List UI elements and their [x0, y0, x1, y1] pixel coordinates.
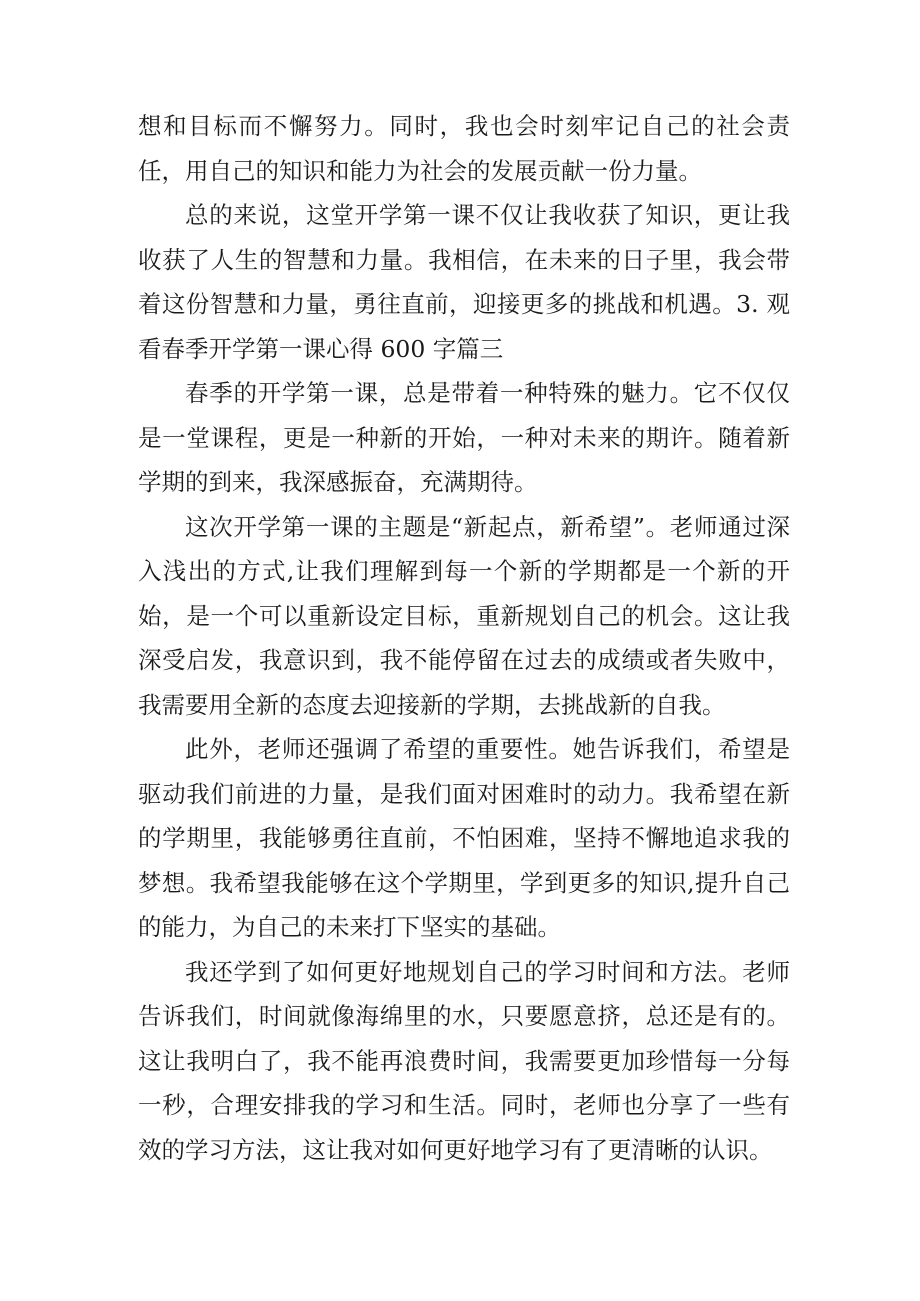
paragraph-3: 春季的开学第一课，总是带着一种特殊的魅力。它不仅仅是一堂课程，更是一种新的开始，一种对未来的期许。随着新学期的到来，我深感振奋，充满期待。 — [138, 379, 790, 496]
paragraph-1: 想和目标而不懈努力。同时，我也会时刻牢记自己的社会责任，用自己的知识和能力为社会的发展贡献一份力量。 — [138, 112, 790, 185]
paragraph-5: 此外，老师还强调了希望的重要性。她告诉我们，希望是驱动我们前进的力量，是我们面对困难时的动力。我希望在新的学期里，我能够勇往直前，不怕困难，坚持不懈地追求我的梦想。我希望我能够在这个学期里，学到更多的知识,提升自己的能力，为自己的未来打下坚实的基础。 — [138, 735, 790, 941]
document-body — [138, 104, 790, 1172]
paragraph-2: 总的来说，这堂开学第一课不仅让我收获了知识，更让我收获了人生的智慧和力量。我相信，在未来的日子里，我会带着这份智慧和力量，勇往直前，迎接更多的挑战和机遇。3. 观看春季开学第一课心得 600 字篇三 — [138, 201, 790, 363]
paragraph-6: 我还学到了如何更好地规划自己的学习时间和方法。老师告诉我们，时间就像海绵里的水，只要愿意挤，总还是有的。这让我明白了，我不能再浪费时间，我需要更加珍惜每一分每一秒，合理安排我的学习和生活。同时，老师也分享了一些有效的学习方法，这让我对如何更好地学习有了更清晰的认识。 — [138, 957, 790, 1164]
paragraph-4: 这次开学第一课的主题是“新起点，新希望”。老师通过深入浅出的方式,让我们理解到每一个新的学期都是一个新的开始，是一个可以重新设定目标，重新规划自己的机会。这让我深受启发，我意识到，我不能停留在过去的成绩或者失败中，我需要用全新的态度去迎接新的学期，去挑战新的自我。 — [138, 512, 790, 719]
